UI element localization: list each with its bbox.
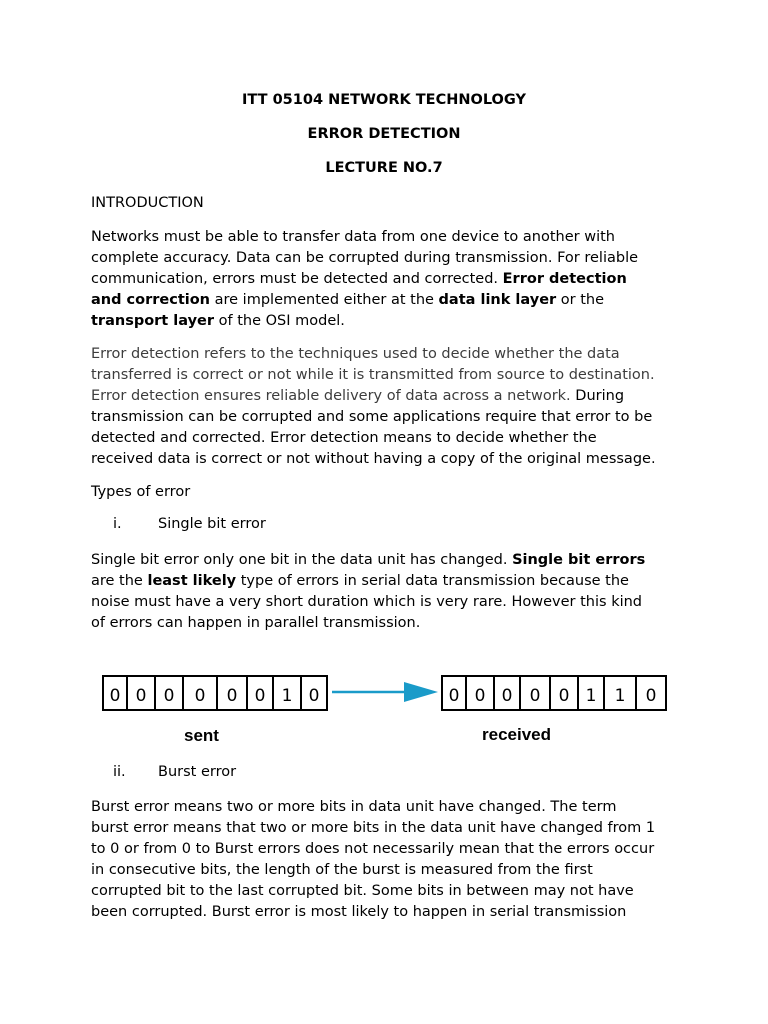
text-line: transferred is correct or not while it is transmitted from source to destination. — [91, 367, 655, 383]
bit-cell: 0 — [156, 677, 184, 709]
bit-cell: 1 — [274, 677, 302, 709]
intro-paragraph — [91, 227, 691, 332]
types-heading: Types of error — [91, 484, 191, 500]
text-line: Burst error means two or more bits in data unit have changed. The term — [91, 799, 617, 815]
text-line: Networks must be able to transfer data from one device to another with — [91, 229, 615, 245]
bit-cell: 1 — [579, 677, 605, 709]
burst-paragraph — [91, 797, 691, 923]
bold-term: Single bit errors — [512, 552, 646, 568]
sent-bits — [102, 675, 328, 711]
lecture-title: LECTURE NO.7 — [325, 160, 443, 176]
bold-term: transport layer — [91, 313, 215, 329]
text-line — [91, 311, 691, 332]
text-line — [91, 550, 691, 571]
bit-cell: 0 — [104, 677, 128, 709]
topic-title: ERROR DETECTION — [307, 126, 461, 142]
text-line: detected and corrected. Error detection means to decide whether the — [91, 430, 597, 446]
text-span: Error detection ensures reliable delivery of data across a network. — [91, 388, 571, 404]
received-label: received — [482, 725, 551, 744]
text-span: type of errors in serial data transmission because the — [236, 573, 629, 589]
single-bit-paragraph — [91, 550, 691, 634]
text-line: transmission can be corrupted and some applications require that error to be — [91, 409, 653, 425]
text-line: to 0 or from 0 to Burst errors does not necessarily mean that the errors occur — [91, 841, 655, 857]
bold-term: Error detection — [502, 271, 627, 287]
bit-cell: 0 — [521, 677, 551, 709]
text-line — [91, 269, 691, 290]
text-line: Error detection refers to the techniques used to decide whether the data — [91, 346, 620, 362]
arrow-icon — [330, 678, 442, 706]
list-item-label: Single bit error — [158, 516, 266, 532]
text-line: noise must have a very short duration which is very rare. However this kind — [91, 594, 643, 610]
bit-cell: 0 — [443, 677, 467, 709]
text-span: communication, errors must be detected and corrected. — [91, 271, 503, 287]
text-line: of errors can happen in parallel transmission. — [91, 615, 421, 631]
text-span: are the — [91, 573, 148, 589]
bit-cell: 0 — [551, 677, 579, 709]
text-line: received data is correct or not without having a copy of the original message. — [91, 451, 656, 467]
bold-term: and correction — [91, 292, 211, 308]
course-title: ITT 05104 NETWORK TECHNOLOGY — [242, 92, 526, 108]
definition-paragraph — [91, 344, 691, 470]
intro-heading: INTRODUCTION — [91, 195, 204, 211]
list-item-label: Burst error — [158, 764, 237, 780]
text-line — [91, 571, 691, 592]
text-span: are implemented either at the — [210, 292, 439, 308]
bold-term: least likely — [147, 573, 237, 589]
text-line: complete accuracy. Data can be corrupted during transmission. For reliable — [91, 250, 639, 266]
text-line — [91, 386, 691, 407]
bold-term: data link layer — [438, 292, 557, 308]
text-line — [91, 290, 691, 311]
text-line: been corrupted. Burst error is most likely to happen in serial transmission — [91, 904, 627, 920]
list-number: i. — [113, 516, 122, 532]
bit-cell: 0 — [218, 677, 248, 709]
text-span: Single bit error only one bit in the data unit has changed. — [91, 552, 513, 568]
text-span: or the — [556, 292, 605, 308]
text-line: burst error means that two or more bits in the data unit have changed from 1 — [91, 820, 656, 836]
bit-cell: 0 — [308, 686, 320, 706]
sent-label: sent — [184, 726, 219, 745]
bit-cell: 0 — [184, 677, 218, 709]
text-line: in consecutive bits, the length of the burst is measured from the first — [91, 862, 593, 878]
bit-cell: 0 — [248, 677, 274, 709]
bit-cell: 0 — [128, 677, 156, 709]
bit-cell: 0 — [495, 677, 521, 709]
single-bit-error-diagram — [100, 670, 680, 750]
bit-cell: 0 — [467, 677, 495, 709]
list-number: ii. — [113, 764, 126, 780]
text-span: of the OSI model. — [214, 313, 345, 329]
bit-cell: 1 — [605, 677, 637, 709]
bit-cell: 0 — [645, 686, 657, 706]
text-span: During — [570, 388, 625, 404]
text-line: corrupted bit to the last corrupted bit. Some bits in between may not have — [91, 883, 634, 899]
received-bits — [441, 675, 667, 711]
